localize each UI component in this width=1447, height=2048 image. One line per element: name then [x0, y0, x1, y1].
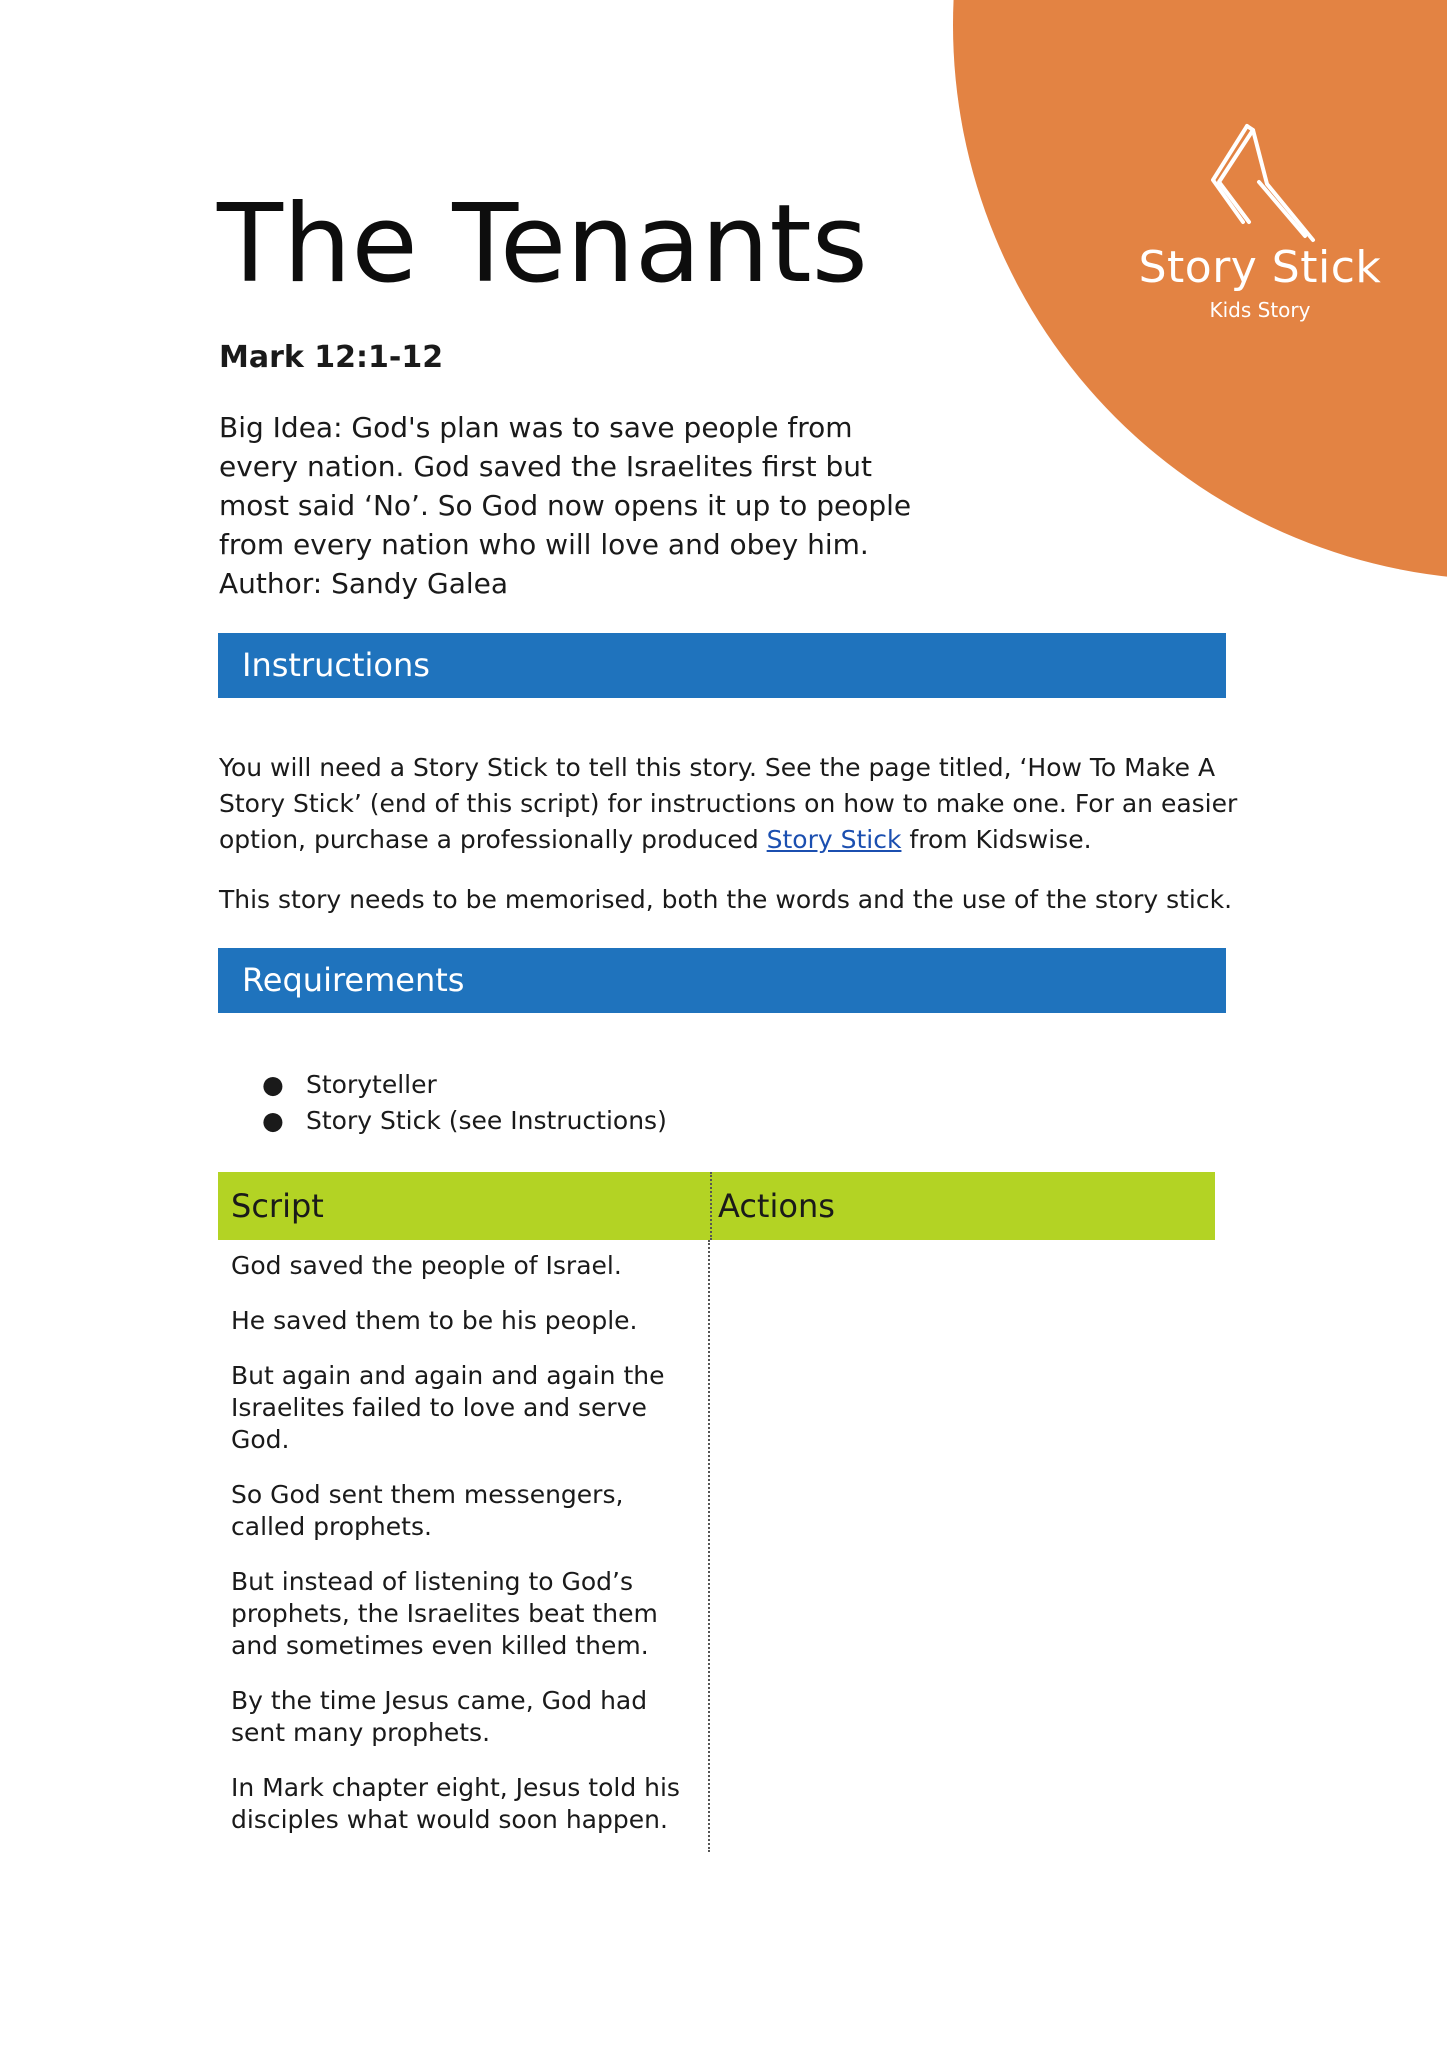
memorise-note: This story needs to be memorised, both the words and the use of the story stick.	[219, 885, 1233, 914]
actions-column-header: Actions	[710, 1172, 1215, 1240]
script-table	[218, 1172, 1215, 1852]
script-column-header: Script	[231, 1187, 324, 1225]
bullet-icon: ●	[262, 1070, 284, 1099]
script-column	[218, 1240, 710, 1852]
requirements-heading: Requirements	[218, 948, 1226, 1013]
brand-subtitle: Kids Story	[1209, 298, 1311, 322]
brand-name: Story Stick	[1138, 242, 1382, 293]
table-row: He saved them to be his people.	[231, 1306, 638, 1335]
table-row: By the time Jesus came, God had sent many prophets.	[231, 1686, 648, 1747]
list-item	[262, 1067, 667, 1103]
brand-logo	[1130, 118, 1390, 328]
requirements-list	[262, 1067, 667, 1139]
instructions-paragraph	[219, 750, 1239, 858]
table-row: In Mark chapter eight, Jesus told his disciples what would soon happen.	[231, 1773, 680, 1834]
page-title: The Tenants	[217, 182, 868, 307]
requirement-text: Storyteller	[306, 1070, 437, 1099]
intro-block	[219, 408, 939, 603]
table-row: So God sent them messengers, called prophets.	[231, 1480, 624, 1541]
bible-reference: Mark 12:1-12	[219, 340, 444, 375]
table-row: God saved the people of Israel.	[231, 1251, 622, 1280]
actions-column	[710, 1240, 1215, 1852]
instructions-body	[219, 750, 1239, 918]
table-body	[218, 1240, 1215, 1852]
author-text: Author: Sandy Galea	[219, 567, 509, 600]
table-row: But instead of listening to God’s prophets, the Israelites beat them and sometimes even killed them.	[231, 1567, 658, 1660]
bullet-icon: ●	[262, 1106, 284, 1135]
table-row: But again and again and again the Israelites failed to love and serve God.	[231, 1361, 665, 1454]
table-header	[218, 1172, 1215, 1240]
story-stick-logo-icon	[1195, 118, 1325, 243]
list-item	[262, 1103, 667, 1139]
story-stick-link[interactable]: Story Stick	[766, 825, 902, 854]
instructions-heading: Instructions	[218, 633, 1226, 698]
requirement-text: Story Stick (see Instructions)	[306, 1106, 667, 1135]
instructions-text-start: You will need a Story Stick to tell this story. See the page titled, ‘How To Make A Story Stick’ (end of this script) for instructions on how to make one. For an easier option, purchase a professionally produced	[219, 753, 1238, 854]
instructions-text-end: from Kidswise.	[901, 825, 1092, 854]
big-idea-text: Big Idea: God's plan was to save people from every nation. God saved the Israelites first but most said ‘No’. So God now opens it up to people from every nation who will love and obey him.	[219, 411, 912, 561]
